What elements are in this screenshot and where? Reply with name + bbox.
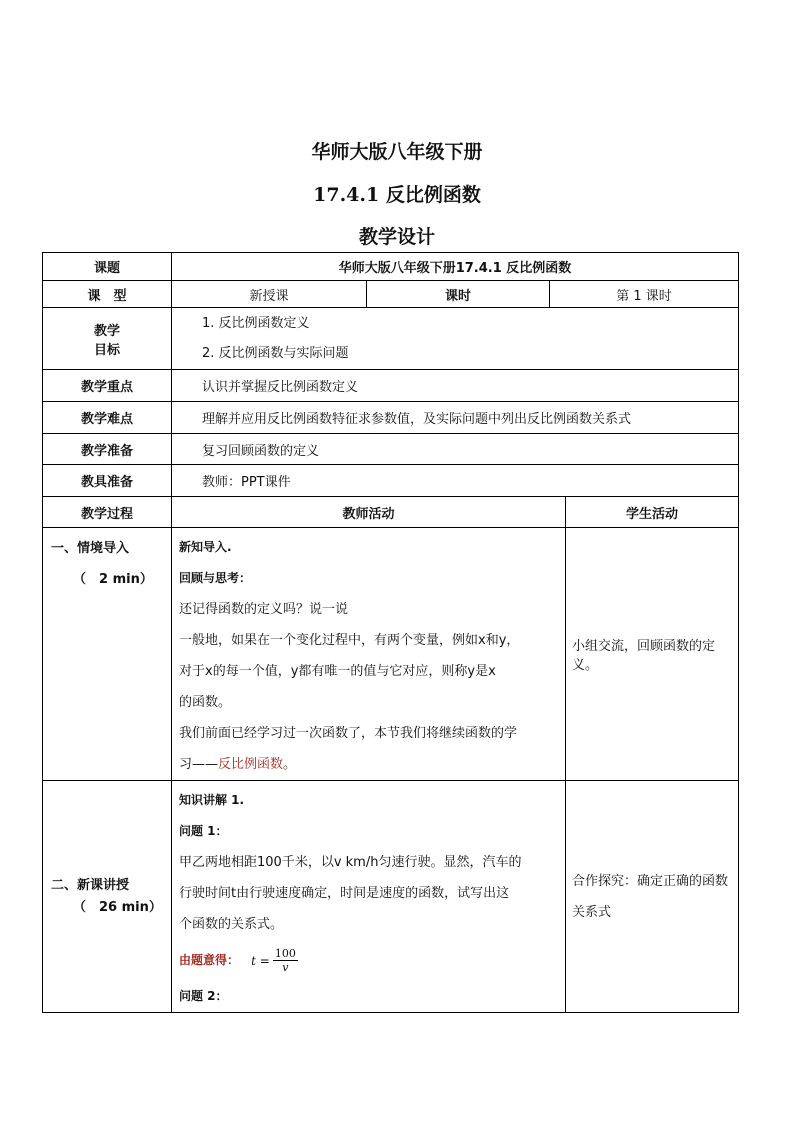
formula-numerator: 100 [274,947,296,960]
value-preparation: 复习回顾函数的定义 [172,434,739,465]
row-stage-1 [43,528,739,781]
stage-2-label [43,781,172,1013]
value-difficulty: 理解并应用反比例函数特征求参数值，及实际问题中列出反比例函数关系式 [172,402,739,434]
stage-2-student-line: 关系式 [572,904,612,920]
row-stage-2 [43,781,739,1013]
stage-2-line: 行驶时间t由行驶速度确定，时间是速度的函数，试写出这 [179,886,510,901]
header-process: 教学过程 [43,497,172,528]
stage-1-line: 我们前面已经学习过一次函数了，本节我们将继续函数的学 [179,726,518,741]
doc-title-line3: 教学设计 [358,226,435,248]
stage-1-line: 回顾与思考： [179,571,252,585]
goal-item: 2. 反比例函数与实际问题 [202,345,349,361]
value-topic: 华师大版八年级下册17.4.1 反比例函数 [172,253,739,281]
value-key-point: 认识并掌握反比例函数定义 [172,370,739,402]
stage-1-last-suffix: 。 [283,757,297,772]
row-process-header [43,497,739,528]
stage-1-line: 对于x的每一个值，y都有唯一的值与它对应，则称y是x [179,664,496,679]
highlight-inverse-function: 反比例函数 [218,757,284,772]
stage-2-answer [179,940,559,981]
formula-lhs: t = [251,953,270,968]
formula-t-equals-100-over-v [251,948,298,973]
value-tools: 教师：PPT课件 [172,465,739,497]
stage-1-last-line [179,749,559,780]
stage-1-line: 新知导入. [179,540,232,554]
stage-1-student-activity: 小组交流，回顾函数的定义。 [566,528,739,781]
value-goals [172,308,739,370]
stage-2-student-activity [566,781,739,1013]
label-goals-line1: 教学 [93,323,120,339]
label-preparation: 教学准备 [43,434,172,465]
header-student-activity: 学生活动 [566,497,739,528]
label-difficulty: 教学难点 [43,402,172,434]
stage-2-line: 问题 1： [179,824,228,838]
row-preparation [43,434,739,465]
stage-2-name: 二、新课讲授 [51,877,130,893]
doc-title-line2: 17.4.1 反比例函数 [313,184,481,206]
stage-2-line: 个函数的关系式。 [179,917,284,932]
stage-1-name: 一、情境导入 [51,541,130,556]
lesson-plan-table [42,252,739,1013]
formula-fraction [273,948,298,973]
label-tools: 教具准备 [43,465,172,497]
stage-1-label [43,528,172,781]
stage-1-line: 一般地，如果在一个变化过程中，有两个变量，例如x和y， [179,633,520,648]
doc-title-line1: 华师大版八年级下册 [311,141,483,163]
answer-label: 由题意得： [179,953,240,967]
row-goals [43,308,739,370]
stage-2-question-2: 问题 2： [179,989,228,1003]
label-key-point: 教学重点 [43,370,172,402]
header-teacher-activity: 教师活动 [172,497,566,528]
label-goals [43,308,172,370]
stage-2-teacher-activity [172,781,566,1013]
row-difficulty [43,402,739,434]
stage-1-last-prefix: 习—— [179,757,219,772]
stage-2-student-line: 合作探究：确定正确的函数 [572,873,729,889]
row-key-point [43,370,739,402]
goal-item: 1. 反比例函数定义 [202,315,310,331]
row-tools [43,465,739,497]
value-hours: 第 1 课时 [550,281,739,308]
stage-1-time: （ 2 min） [73,572,153,587]
formula-denominator: v [282,961,289,974]
stage-1-teacher-activity [172,528,566,781]
value-type: 新授课 [172,281,367,308]
label-type: 课 型 [43,281,172,308]
label-goals-line2: 目标 [93,342,120,358]
stage-2-line: 知识讲解 1. [179,793,245,807]
stage-1-line: 的函数。 [179,695,232,710]
row-topic [43,253,739,281]
stage-2-line: 甲乙两地相距100千米，以v km/h匀速行驶。显然，汽车的 [179,855,522,870]
stage-1-line: 还记得函数的定义吗？说一说 [179,602,349,617]
label-topic: 课题 [43,253,172,281]
row-type [43,281,739,308]
stage-2-time: （ 26 min） [73,899,162,915]
label-hours: 课时 [367,281,550,308]
